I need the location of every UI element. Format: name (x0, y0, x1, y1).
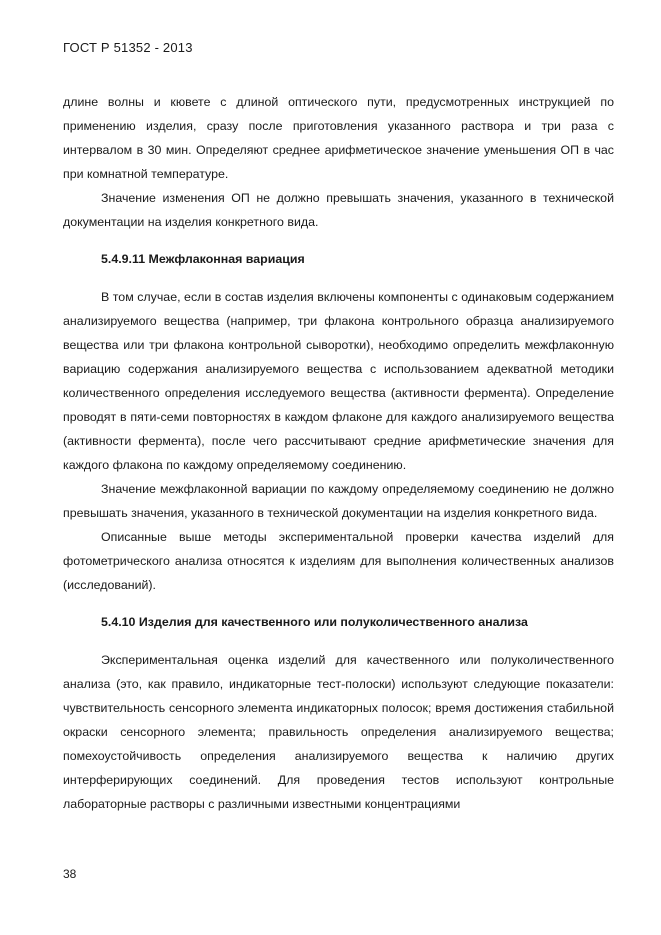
document-body (63, 90, 614, 816)
paragraph-interflask-method: В том случае, если в состав изделия включены компоненты с одинаковым содержанием анализируемого вещества (например, три флакона контрольного образца анализируемого вещества или три флакона контрольной сыворотки), необходимо определить межфлаконную вариацию содержания анализируемого вещества с использованием адекватной методики количественного определения исследуемого вещества (активности фермента). Определение проводят в пяти-семи повторностях в каждом флаконе для каждого анализируемого вещества (активности фермента), после чего рассчитывают средние арифметические значения для каждого флакона по каждому определяемому соединению. (63, 290, 614, 472)
paragraph-methods-summary: Описанные выше методы экспериментальной проверки качества изделий для фотометрического анализа относятся к изделиям для выполнения количественных анализов (исследований). (63, 530, 614, 592)
paragraph-continuation: длине волны и кювете с длиной оптического пути, предусмотренных инструкцией по применению изделия, сразу после приготовления указанного раствора и три раза с интервалом в 30 мин. Определяют среднее арифметическое значение уменьшения ОП в час при комнатной температуре. (63, 95, 614, 181)
page-number: 38 (63, 867, 77, 881)
paragraph-interflask-limit: Значение межфлаконной вариации по каждому определяемому соединению не должно превышать значения, указанного в технической документации на изделия конкретного вида. (63, 482, 614, 520)
paragraph-qualitative-evaluation: Экспериментальная оценка изделий для качественного или полуколичественного анализа (это, как правило, индикаторные тест-полоски) используют следующие показатели: чувствительность сенсорного элемента индикаторных полосок; время достижения стабильной окраски сенсорного элемента; правильность определения анализируемого вещества; помехоустойчивость определения анализируемого вещества к наличию других интерферирующих соединений. Для проведения тестов используют контрольные лабораторные растворы с различными известными концентрациями (63, 653, 614, 811)
page-header-standard-code: ГОСТ Р 51352 - 2013 (63, 40, 193, 55)
section-heading-5-4-9-11: 5.4.9.11 Межфлаконная вариация (101, 252, 305, 266)
section-heading-5-4-10: 5.4.10 Изделия для качественного или полуколичественного анализа (101, 615, 528, 629)
paragraph-od-change: Значение изменения ОП не должно превышать значения, указанного в технической документации на изделия конкретного вида. (63, 191, 614, 229)
